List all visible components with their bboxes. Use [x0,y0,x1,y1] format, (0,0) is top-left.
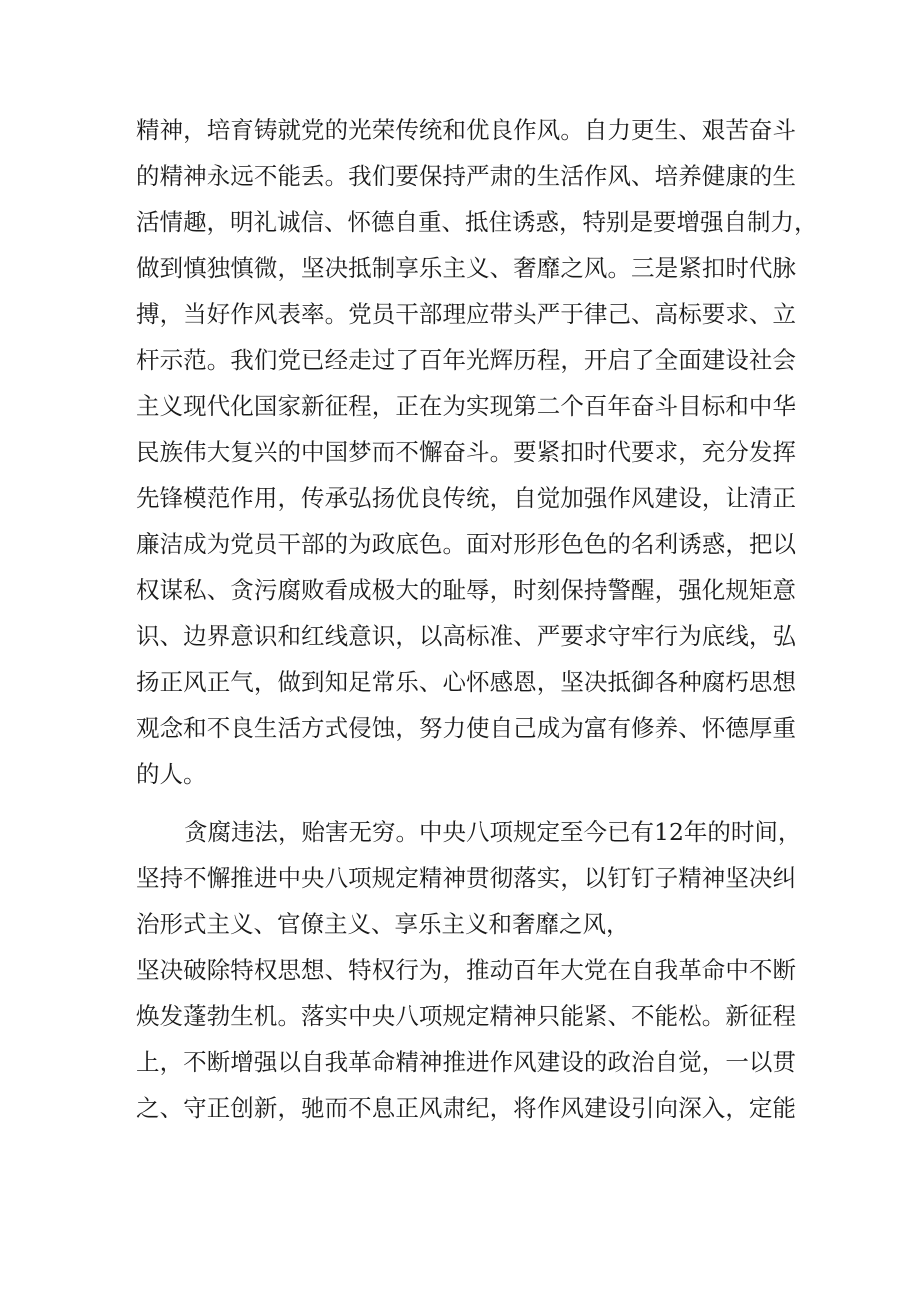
text-line: 上，不断增强以自我革命精神推进作风建设的政治自觉，一以贯 [136,1048,796,1076]
text-line: 做到慎独慎微，坚决抵制享乐主义、奢靡之风。三是紧扣时代脉 [136,254,796,282]
text-line: 识、边界意识和红线意识，以高标准、严要求守牢行为底线，弘 [136,622,796,650]
text-line: 精神，培育铸就党的光荣传统和优良作风。自力更生、艰苦奋斗 [136,116,796,144]
text-line: 坚持不懈推进中央八项规定精神贯彻落实，以钉钉子精神坚决纠 [136,864,796,892]
text-line: 的精神永远不能丢。我们要保持严肃的生活作风、培养健康的生 [136,162,796,190]
text-line: 主义现代化国家新征程，正在为实现第二个百年奋斗目标和中华 [136,392,796,420]
text-line: 权谋私、贪污腐败看成极大的耻辱，时刻保持警醒，强化规矩意 [136,576,796,604]
text-line: 治形式主义、官僚主义、享乐主义和奢靡之风， [136,910,630,938]
text-line: 廉洁成为党员干部的为政底色。面对形形色色的名利诱惑，把以 [136,530,796,558]
text-line: 的人。 [136,760,207,788]
text-line: 焕发蓬勃生机。落实中央八项规定精神只能紧、不能松。新征程 [136,1002,796,1030]
text-line: 杆示范。我们党已经走过了百年光辉历程，开启了全面建设社会 [136,346,796,374]
text-line: 先锋模范作用，传承弘扬优良传统，自觉加强作风建设，让清正 [136,484,796,512]
text-line: 贪腐违法，贻害无穷。中央八项规定至今已有12年的时间， [184,818,802,846]
text-line: 扬正风正气，做到知足常乐、心怀感恩，坚决抵御各种腐朽思想 [136,668,796,696]
text-line: 搏，当好作风表率。党员干部理应带头严于律己、高标要求、立 [136,300,796,328]
text-line: 活情趣，明礼诚信、怀德自重、抵住诱惑，特别是要增强自制力， [136,208,818,236]
text-line: 坚决破除特权思想、特权行为，推动百年大党在自我革命中不断 [136,956,796,984]
text-line: 民族伟大复兴的中国梦而不懈奋斗。要紧扣时代要求，充分发挥 [136,438,796,466]
text-line: 观念和不良生活方式侵蚀，努力使自己成为富有修养、怀德厚重 [136,714,796,742]
text-line: 之、守正创新，驰而不息正风肃纪，将作风建设引向深入，定能 [136,1094,796,1122]
